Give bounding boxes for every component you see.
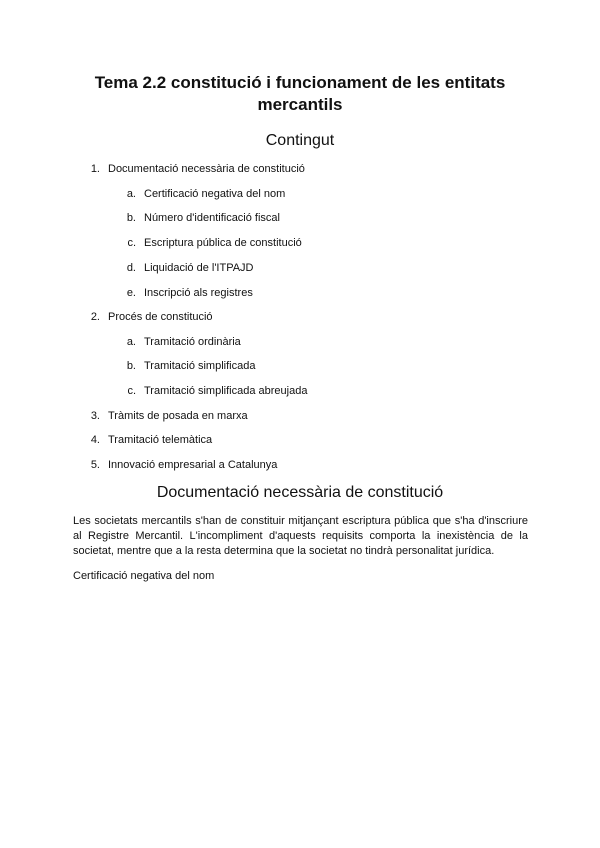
toc-text: Tramitació ordinària <box>144 336 241 348</box>
toc-marker: 1. <box>90 163 100 175</box>
toc-marker: 2. <box>90 311 100 323</box>
toc-marker: 5. <box>90 459 100 471</box>
toc-text: Escriptura pública de constitució <box>144 237 302 249</box>
toc-marker: b. <box>126 212 136 224</box>
toc-marker: 3. <box>90 410 100 422</box>
toc-marker: c. <box>127 237 136 249</box>
toc-text: Tramitació simplificada abreujada <box>144 385 308 397</box>
toc-text: Tramitació simplificada <box>144 360 256 372</box>
toc-marker: a. <box>126 336 136 348</box>
toc-text: Certificació negativa del nom <box>144 188 286 200</box>
toc-text: Número d'identificació fiscal <box>144 212 280 224</box>
toc-text: Innovació empresarial a Catalunya <box>108 459 278 471</box>
toc-marker: 4. <box>90 434 100 446</box>
toc-text: Tramitació telemàtica <box>108 434 213 446</box>
toc-marker: e. <box>126 287 136 299</box>
contents-heading: Contingut <box>265 132 335 149</box>
toc-text: Liquidació de l'ITPAJD <box>144 262 254 274</box>
toc-marker: b. <box>126 360 136 372</box>
document-title: Tema 2.2 constitució i funcionament de les entitats mercantils <box>94 73 506 114</box>
subsection-heading: Certificació negativa del nom <box>73 570 215 582</box>
toc-marker: c. <box>127 385 136 397</box>
toc-text: Procés de constitució <box>108 311 213 323</box>
toc-marker: d. <box>126 262 136 274</box>
toc-text: Tràmits de posada en marxa <box>108 410 248 422</box>
toc-text: Inscripció als registres <box>144 287 253 299</box>
toc-marker: a. <box>126 188 136 200</box>
section-heading: Documentació necessària de constitució <box>156 484 444 501</box>
toc-text: Documentació necessària de constitució <box>108 163 305 175</box>
body-paragraph: Les societats mercantils s'han de constituir mitjançant escriptura pública que s'ha d'inscriure al Registre Mercantil. L'incompliment d'aquests requisits comporta la inexistència de la societat, mentre que a la resta determina que la societat no tindrà personalitat jurídica. <box>73 515 528 557</box>
